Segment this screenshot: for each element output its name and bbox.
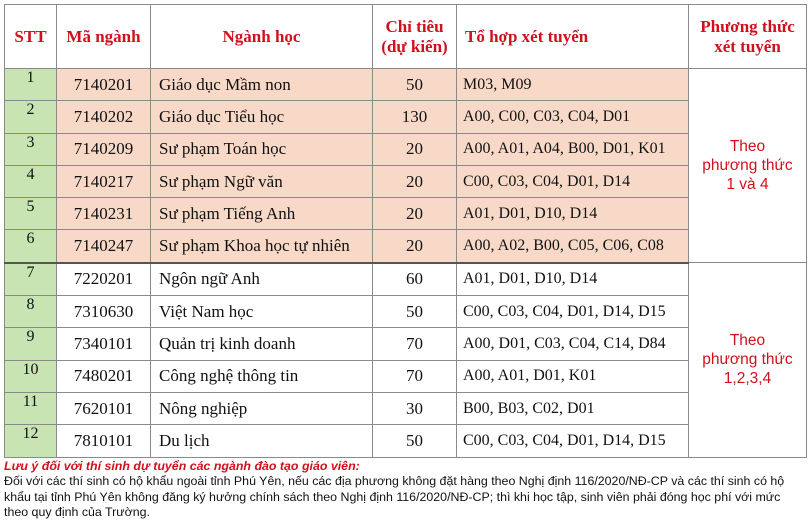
code-cell: 7140201	[57, 69, 151, 101]
quota-cell: 60	[373, 263, 457, 296]
header-quota-line1: Chỉ tiêu	[385, 16, 444, 36]
combo-cell: A00, A01, A04, B00, D01, K01	[457, 133, 689, 165]
major-cell: Sư phạm Khoa học tự nhiên	[151, 230, 373, 263]
combo-cell: A00, C00, C03, C04, D01	[457, 101, 689, 133]
major-cell: Du lịch	[151, 425, 373, 457]
header-method	[689, 5, 807, 69]
combo-cell: A00, A01, D01, K01	[457, 360, 689, 392]
quota-cell: 70	[373, 328, 457, 360]
major-cell: Việt Nam học	[151, 296, 373, 328]
stt-cell: 8	[5, 296, 57, 328]
major-cell: Sư phạm Ngữ văn	[151, 165, 373, 197]
teacher-training-note	[4, 459, 804, 521]
code-cell: 7620101	[57, 392, 151, 424]
header-combo: Tổ hợp xét tuyển	[457, 5, 689, 69]
combo-cell: C00, C03, C04, D01, D14, D15	[457, 425, 689, 457]
quota-cell: 50	[373, 425, 457, 457]
header-row	[5, 5, 807, 69]
stt-cell: 2	[5, 101, 57, 133]
combo-cell: C00, C03, C04, D01, D14, D15	[457, 296, 689, 328]
header-quota-line2: (dự kiến)	[381, 36, 448, 56]
quota-cell: 70	[373, 360, 457, 392]
quota-cell: 50	[373, 69, 457, 101]
header-quota	[373, 5, 457, 69]
table-row	[5, 101, 807, 133]
code-cell: 7140231	[57, 198, 151, 230]
quota-cell: 20	[373, 133, 457, 165]
stt-cell: 7	[5, 263, 57, 296]
combo-cell: A01, D01, D10, D14	[457, 198, 689, 230]
table-row	[5, 230, 807, 263]
combo-cell: B00, B03, C02, D01	[457, 392, 689, 424]
quota-cell: 20	[373, 198, 457, 230]
table-row	[5, 198, 807, 230]
note-title: Lưu ý đối với thí sinh dự tuyển các ngành đào tạo giáo viên:	[4, 459, 360, 473]
code-cell: 7140247	[57, 230, 151, 263]
quota-cell: 20	[373, 165, 457, 197]
method-cell-group2	[689, 263, 807, 457]
major-cell: Sư phạm Tiếng Anh	[151, 198, 373, 230]
stt-cell: 10	[5, 360, 57, 392]
header-major: Ngành học	[151, 5, 373, 69]
table-row	[5, 296, 807, 328]
header-code: Mã ngành	[57, 5, 151, 69]
method-group1-line2: phương thức	[702, 157, 793, 175]
code-cell: 7140209	[57, 133, 151, 165]
stt-cell: 6	[5, 230, 57, 263]
combo-cell: A00, A02, B00, C05, C06, C08	[457, 230, 689, 263]
stt-cell: 9	[5, 328, 57, 360]
quota-cell: 30	[373, 392, 457, 424]
stt-cell: 5	[5, 198, 57, 230]
combo-cell: C00, C03, C04, D01, D14	[457, 165, 689, 197]
stt-cell: 1	[5, 69, 57, 101]
quota-cell: 50	[373, 296, 457, 328]
table-row	[5, 165, 807, 197]
method-group1-line1: Theo	[729, 138, 766, 156]
method-group2-line2: phương thức	[702, 351, 793, 369]
major-cell: Nông nghiệp	[151, 392, 373, 424]
major-cell: Quản trị kinh doanh	[151, 328, 373, 360]
table-row	[5, 360, 807, 392]
method-group1-line3: 1 và 4	[726, 176, 769, 194]
stt-cell: 11	[5, 392, 57, 424]
method-group2-line1: Theo	[729, 332, 766, 350]
admission-table	[4, 4, 807, 458]
code-cell: 7310630	[57, 296, 151, 328]
major-cell: Giáo dục Tiểu học	[151, 101, 373, 133]
code-cell: 7220201	[57, 263, 151, 296]
stt-cell: 12	[5, 425, 57, 457]
combo-cell: A00, D01, C03, C04, C14, D84	[457, 328, 689, 360]
major-cell: Giáo dục Mầm non	[151, 69, 373, 101]
combo-cell: M03, M09	[457, 69, 689, 101]
table-row	[5, 328, 807, 360]
stt-cell: 3	[5, 133, 57, 165]
code-cell: 7480201	[57, 360, 151, 392]
table-row	[5, 263, 807, 296]
method-group2-line3: 1,2,3,4	[723, 370, 772, 388]
header-stt: STT	[5, 5, 57, 69]
table-row	[5, 392, 807, 424]
stt-cell: 4	[5, 165, 57, 197]
table-row	[5, 69, 807, 101]
table-row	[5, 425, 807, 457]
major-cell: Ngôn ngữ Anh	[151, 263, 373, 296]
header-method-line2: xét tuyển	[714, 36, 781, 56]
table-row	[5, 133, 807, 165]
header-method-line1: Phương thức	[700, 16, 795, 36]
code-cell: 7340101	[57, 328, 151, 360]
code-cell: 7140217	[57, 165, 151, 197]
note-body: Đối với các thí sinh có hộ khẩu ngoài tỉnh Phú Yên, nếu các địa phương không đặt hàng theo Nghị định 116/2020/NĐ-CP và các thí sinh có hộ khẩu tại tỉnh Phú Yên không đăng ký hưởng chính sách theo Nghị định 116/2020/NĐ-CP; thì khi học tập, sinh viên phải đóng học phí với mức theo quy định của Trường.	[4, 474, 785, 520]
quota-cell: 20	[373, 230, 457, 263]
quota-cell: 130	[373, 101, 457, 133]
code-cell: 7810101	[57, 425, 151, 457]
method-cell-group1	[689, 69, 807, 263]
code-cell: 7140202	[57, 101, 151, 133]
major-cell: Công nghệ thông tin	[151, 360, 373, 392]
major-cell: Sư phạm Toán học	[151, 133, 373, 165]
combo-cell: A01, D01, D10, D14	[457, 263, 689, 296]
